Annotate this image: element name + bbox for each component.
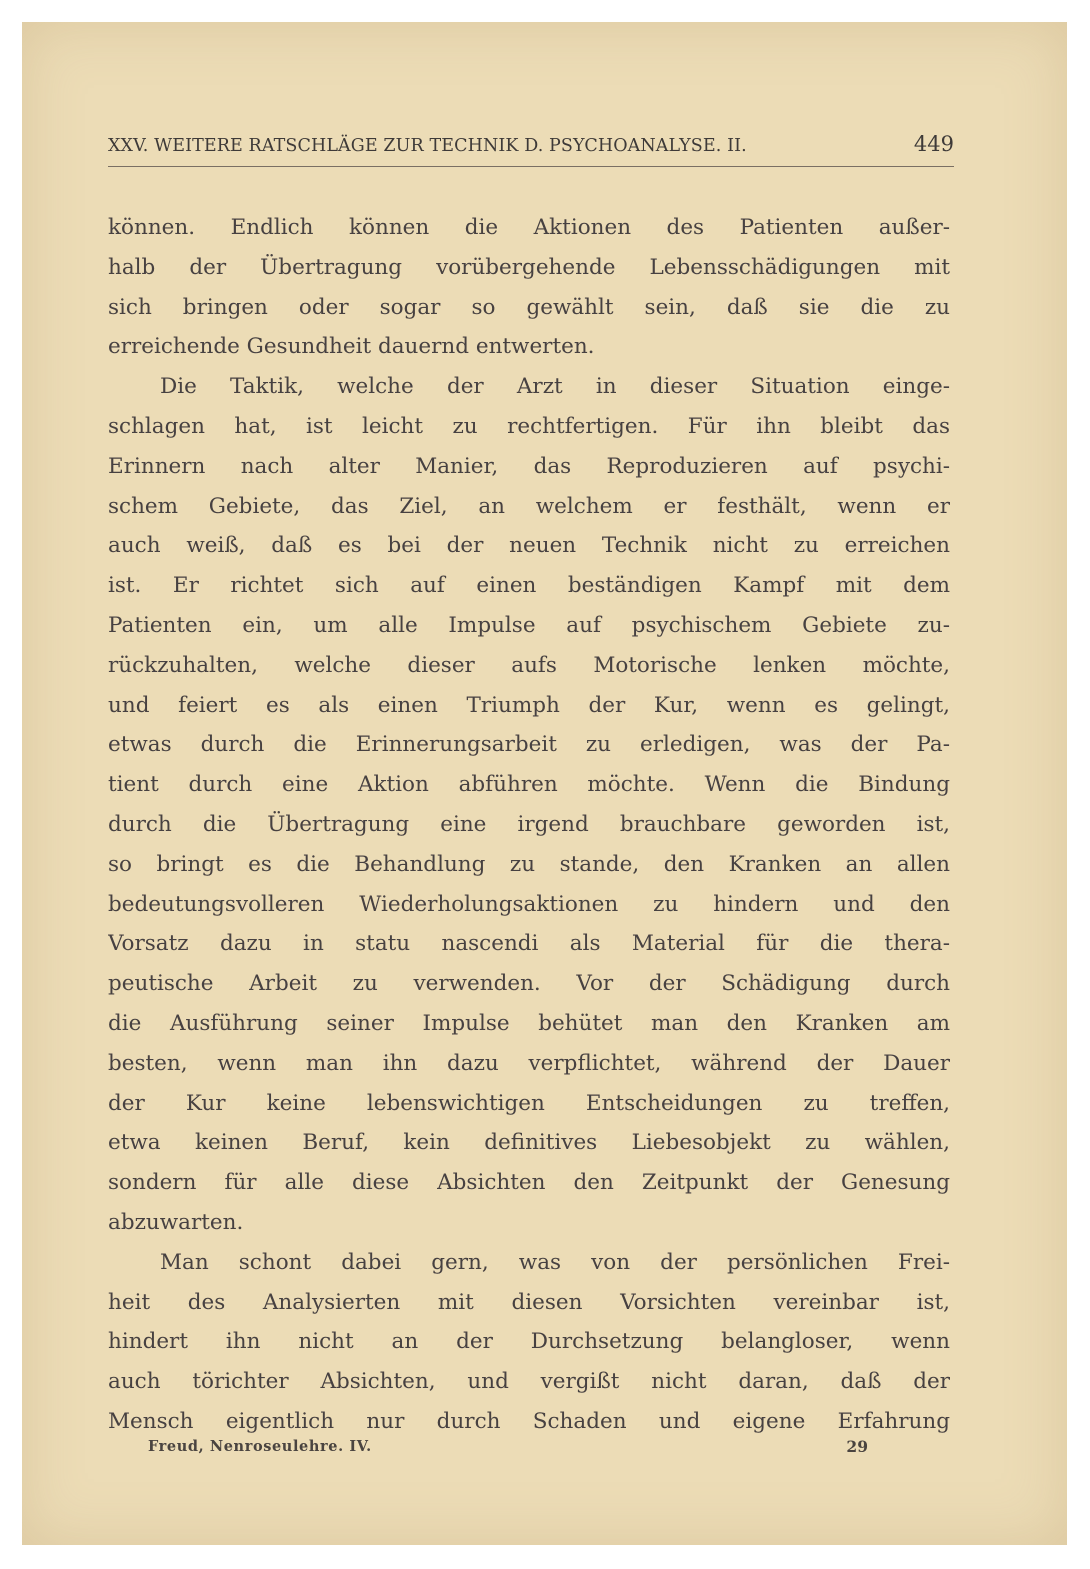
text-line: der Kur keine lebenswichtigen Entscheidungen zu treffen, <box>108 1090 950 1116</box>
text-line: bedeutungsvolleren Wiederholungsaktionen zu hindern und den <box>108 891 950 917</box>
text-line: etwa keinen Beruf, kein definitives Liebesobjekt zu wählen, <box>108 1130 950 1156</box>
page-number: 449 <box>913 132 954 156</box>
text-line: tient durch eine Aktion abführen möchte. Wenn die Bindung <box>108 772 950 798</box>
text-line: sich bringen oder sogar so gewählt sein, daß sie die zu <box>108 294 950 320</box>
text-line: auch törichter Absichten, und vergißt nicht daran, daß der <box>108 1369 950 1395</box>
text-line: schem Gebiete, das Ziel, an welchem er festhält, wenn er <box>108 493 950 519</box>
sheet-number: 29 <box>846 1437 868 1456</box>
text-line: auch weiß, daß es bei der neuen Technik nicht zu erreichen <box>108 533 950 559</box>
text-line: die Ausführung seiner Impulse behütet man den Kranken am <box>108 1010 950 1036</box>
text-line: rückzuhalten, welche dieser aufs Motorische lenken möchte, <box>108 652 950 678</box>
text-line: besten, wenn man ihn dazu verpflichtet, während der Dauer <box>108 1050 950 1076</box>
text-line: erreichende Gesundheit dauernd entwerten. <box>108 334 595 360</box>
text-line: und feiert es als einen Triumph der Kur, wenn es gelingt, <box>108 692 950 718</box>
text-line: schlagen hat, ist leicht zu rechtfertigen. Für ihn bleibt das <box>108 413 950 439</box>
book-page <box>22 22 1067 1545</box>
text-line: sondern für alle diese Absichten den Zeitpunkt der Genesung <box>108 1170 950 1196</box>
text-line: peutische Arbeit zu verwenden. Vor der Schädigung durch <box>108 971 950 997</box>
text-line: ist. Er richtet sich auf einen beständigen Kampf mit dem <box>108 573 950 599</box>
text-line: so bringt es die Behandlung zu stande, den Kranken an allen <box>108 851 950 877</box>
text-line: Vorsatz dazu in statu nascendi als Material für die thera- <box>108 931 950 957</box>
text-line: Die Taktik, welche der Arzt in dieser Situation einge- <box>160 374 950 400</box>
text-line: halb der Übertragung vorübergehende Lebensschädigungen mit <box>108 254 950 280</box>
printer-signature: Freud, Nenroseulehre. IV. <box>148 1438 372 1455</box>
text-line: hindert ihn nicht an der Durchsetzung belangloser, wenn <box>108 1329 950 1355</box>
text-line: Patienten ein, um alle Impulse auf psychischem Gebiete zu- <box>108 612 950 638</box>
page-header <box>108 132 954 167</box>
text-line: Man schont dabei gern, was von der persönlichen Frei- <box>160 1249 950 1275</box>
text-line: durch die Übertragung eine irgend brauchbare geworden ist, <box>108 811 950 837</box>
body-text <box>108 208 950 1442</box>
text-line: heit des Analysierten mit diesen Vorsichten vereinbar ist, <box>108 1289 950 1315</box>
text-line: Erinnern nach alter Manier, das Reproduzieren auf psychi- <box>108 453 950 479</box>
text-line: abzuwarten. <box>108 1209 244 1235</box>
running-title: XXV. WEITERE RATSCHLÄGE ZUR TECHNIK D. PSYCHOANALYSE. II. <box>108 136 747 156</box>
text-line: etwas durch die Erinnerungsarbeit zu erledigen, was der Pa- <box>108 732 950 758</box>
page-footer <box>148 1438 868 1468</box>
text-line: Mensch eigentlich nur durch Schaden und eigene Erfahrung <box>108 1408 950 1434</box>
text-line: können. Endlich können die Aktionen des Patienten außer- <box>108 215 950 240</box>
